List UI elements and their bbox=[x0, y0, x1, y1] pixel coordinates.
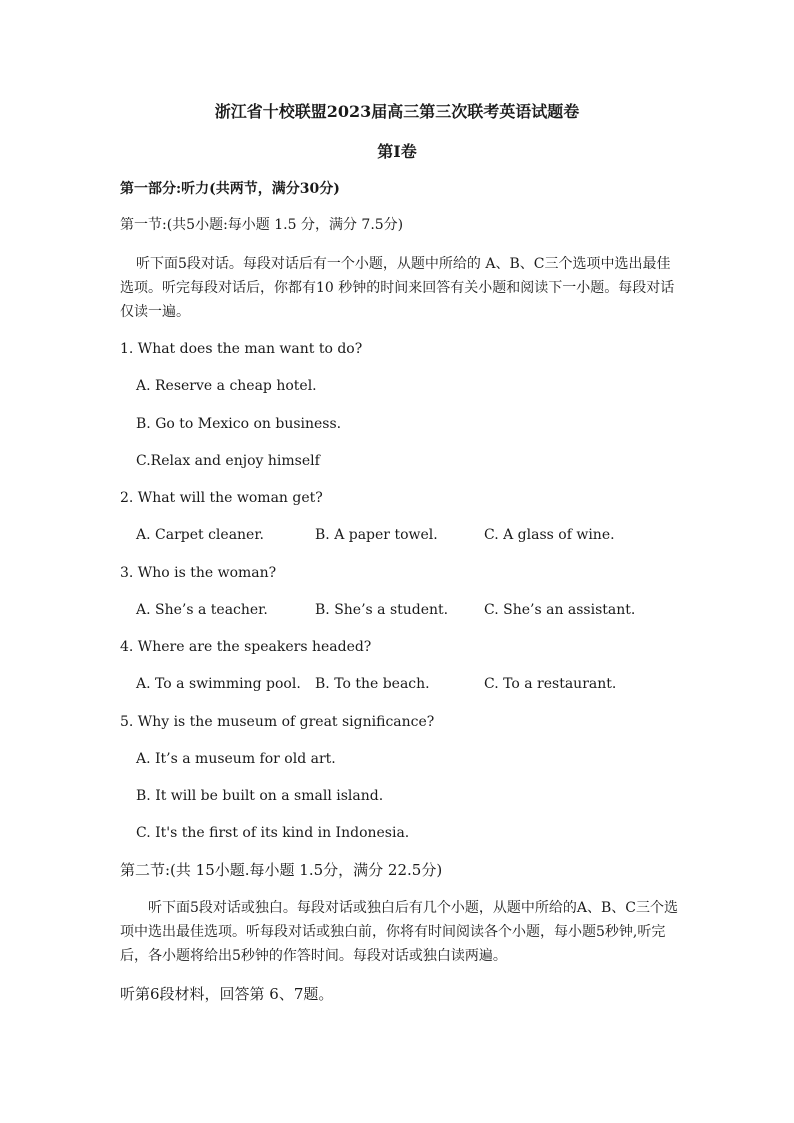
question-1-stem: 1. What does the man want to do? bbox=[120, 341, 363, 357]
question-1-option-a: A. Reserve a cheap hotel. bbox=[136, 378, 317, 394]
question-3-option-a: A. She’s a teacher. bbox=[136, 602, 268, 618]
question-5-option-a: A. It’s a museum for old art. bbox=[136, 751, 336, 767]
section2-instructions: 听下面5段对话或独白。每段对话或独白后有几个小题，从题中所给的A、B、C三个选项中选出最佳选项。听每段对话或独白前，你将有时间阅读各个小题，每小题5秒钟,听完后，各小题将给出5秒钟的作答时间。每段对话或独白读两遍。 bbox=[120, 900, 679, 964]
question-4-option-c: C. To a restaurant. bbox=[484, 676, 617, 692]
question-1-option-c: C.Relax and enjoy himself bbox=[136, 453, 320, 469]
part1-heading: 第一部分:听力(共两节，满分30分) bbox=[120, 181, 340, 197]
question-4-option-b: B. To the beach. bbox=[315, 676, 430, 692]
question-2-stem: 2. What will the woman get? bbox=[120, 490, 323, 506]
section1-heading: 第一节:(共5小题:每小题 1.5 分，满分 7.5分) bbox=[120, 217, 404, 233]
section1-instructions: 听下面5段对话。每段对话后有一个小题，从题中所给的 A、B、C三个选项中选出最佳选项。听完每段对话后，你都有10 秒钟的时间来回答有关小题和阅读下一小题。每段对话仅读一遍。 bbox=[120, 256, 675, 320]
question-2-option-b: B. A paper towel. bbox=[315, 527, 438, 543]
exam-title: 浙江省十校联盟2023届高三第三次联考英语试题卷 bbox=[214, 102, 580, 121]
question-3-option-c: C. She’s an assistant. bbox=[484, 602, 636, 618]
question-3-option-b: B. She’s a student. bbox=[315, 602, 449, 618]
section2-material-note: 听第6段材料，回答第 6、7题。 bbox=[120, 985, 334, 1003]
question-4-option-a: A. To a swimming pool. bbox=[136, 676, 301, 692]
question-2-option-c: C. A glass of wine. bbox=[484, 527, 615, 543]
question-5-option-b: B. It will be built on a small island. bbox=[136, 788, 384, 804]
volume-label: 第I卷 bbox=[377, 142, 417, 161]
question-3-stem: 3. Who is the woman? bbox=[120, 565, 277, 581]
question-2-option-a: A. Carpet cleaner. bbox=[136, 527, 264, 543]
question-5-option-c: C. It's the first of its kind in Indonesia. bbox=[136, 825, 410, 841]
question-1-option-b: B. Go to Mexico on business. bbox=[136, 416, 342, 432]
question-5-stem: 5. Why is the museum of great significance? bbox=[120, 714, 435, 730]
question-4-stem: 4. Where are the speakers headed? bbox=[120, 639, 372, 655]
section2-heading: 第二节:(共 15小题.每小题 1.5分，满分 22.5分) bbox=[120, 861, 443, 879]
